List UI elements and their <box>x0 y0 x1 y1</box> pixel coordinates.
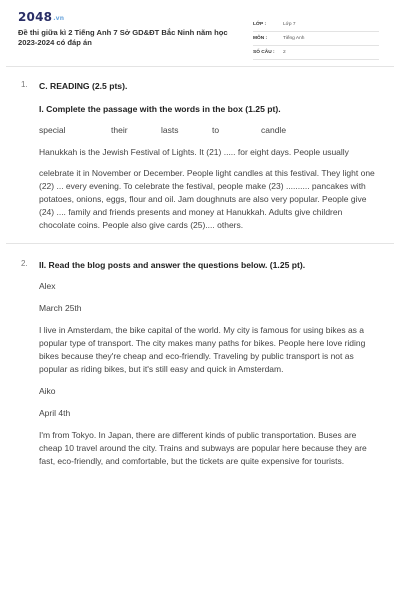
meta-mon-value: Tiếng Anh <box>283 36 305 41</box>
section-title: C. READING (2.5 pts). <box>39 81 128 91</box>
question-number: 1. <box>21 80 28 89</box>
logo-text: 2048 <box>18 10 53 24</box>
passage-paragraph: celebrate it in November or December. People light candles at this festival. They light one (22) ... every evening. To celebrate the festival, people make (23) .......... pancakes with potatoes, onions, eggs, flour and oil. Jam doughnuts are also very popular. People give (24) .... family and friends presents and money at Hanukkah. Adults give children chocolate coins. People also give cards (25).... others. <box>39 168 375 230</box>
question-2 <box>0 259 400 468</box>
word-item: special <box>39 125 66 135</box>
word-item: candle <box>261 125 287 135</box>
header-divider <box>6 66 394 67</box>
meta-lop-label: LỚP : <box>253 22 267 27</box>
document-title: Đề thi giữa kì 2 Tiếng Anh 7 Sở GD&ĐT Bắc Ninh năm học 2023-2024 có đáp án <box>18 28 228 47</box>
meta-row-socau <box>253 46 379 60</box>
question-instruction: I. Complete the passage with the words in the box (1.25 pt). <box>39 104 281 114</box>
word-item: lasts <box>161 125 179 135</box>
meta-row-lop <box>253 18 379 32</box>
blog-author: Alex <box>39 281 56 291</box>
question-divider <box>6 243 394 244</box>
passage-paragraph: Hanukkah is the Jewish Festival of Lights. It (21) ..... for eight days. People usually <box>39 147 349 157</box>
blog-date: April 4th <box>39 408 71 418</box>
document-body <box>0 80 400 468</box>
blog-date: March 25th <box>39 303 82 313</box>
question-number: 2. <box>21 259 28 268</box>
word-item: to <box>212 125 220 135</box>
meta-lop-value: Lớp 7 <box>283 22 296 27</box>
word-box <box>39 125 376 135</box>
meta-socau-label: SỐ CÂU : <box>253 50 275 55</box>
page-header <box>0 0 400 66</box>
blog-post: I live in Amsterdam, the bike capital of the world. My city is famous for using bikes as a popular type of transport. The city makes many paths for bikes. People here love riding bikes because they're cheap and eco-friendly. Traveling by public transport is not as popular as riding bikes, but it's still easy and quick in Amsterdam. <box>39 325 366 374</box>
blog-author: Aiko <box>39 386 56 396</box>
question-1 <box>0 80 400 232</box>
word-item: their <box>111 125 128 135</box>
meta-socau-value: 2 <box>283 50 286 55</box>
meta-info <box>253 18 379 60</box>
logo-suffix: .vn <box>53 15 65 22</box>
blog-post: I'm from Tokyo. In Japan, there are different kinds of public transportation. Buses are cheap 10 travel around the city. Trains and subways are popular here because they are fast, eco-friendly, and comfortable, but the tickets are quite expensive for tourists. <box>39 430 367 466</box>
question-instruction: II. Read the blog posts and answer the questions below. (1.25 pt). <box>39 260 306 270</box>
meta-row-mon <box>253 32 379 46</box>
meta-mon-label: MÔN : <box>253 36 268 41</box>
